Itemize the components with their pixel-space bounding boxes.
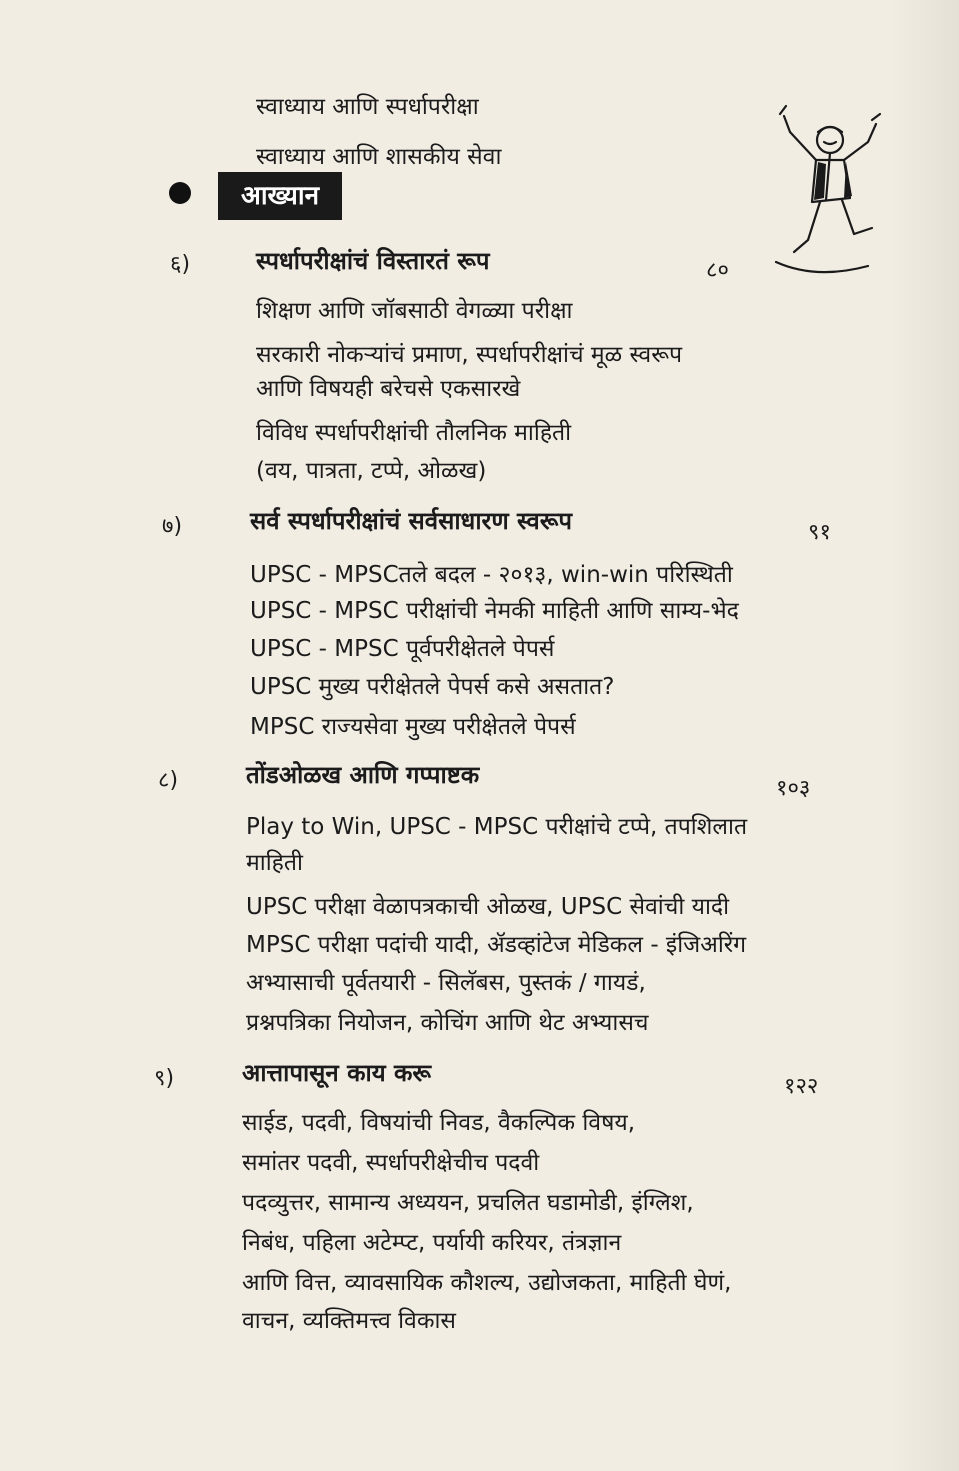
chapter-line: पदव्युत्तर, सामान्य अध्ययन, प्रचलित घडामोडी, इंग्लिश, [242, 1190, 694, 1216]
chapter-line: प्रश्नपत्रिका नियोजन, कोचिंग आणि थेट अभ्यासच [246, 1010, 649, 1036]
chapter-line: माहिती [246, 850, 303, 876]
chapter-title: तोंडओळख आणि गप्पाष्टक [246, 761, 480, 789]
chapter-title: सर्व स्पर्धापरीक्षांचं सर्वसाधारण स्वरूप [250, 507, 573, 535]
chapter-number: ८) [158, 768, 179, 793]
chapter-line: अभ्यासाची पूर्वतयारी - सिलॅबस, पुस्तकं / गायडं, [246, 970, 646, 996]
chapter-title: स्पर्धापरीक्षांचं विस्तारतं रूप [256, 247, 490, 275]
chapter-line: सरकारी नोकऱ्यांचं प्रमाण, स्पर्धापरीक्षांचं मूळ स्वरूप [256, 342, 683, 368]
chapter-page-number: १२२ [784, 1074, 819, 1099]
chapter-line: वाचन, व्यक्तिमत्त्व विकास [242, 1308, 456, 1334]
chapter-line: आणि विषयही बरेचसे एकसारखे [256, 376, 521, 402]
chapter-line: समांतर पदवी, स्पर्धापरीक्षेचीच पदवी [242, 1150, 540, 1176]
chapter-line: (वय, पात्रता, टप्पे, ओळख) [256, 458, 487, 484]
chapter-line: UPSC - MPSC परीक्षांची नेमकी माहिती आणि साम्य-भेद [250, 598, 739, 624]
chapter-line: शिक्षण आणि जॉबसाठी वेगळ्या परीक्षा [256, 298, 573, 324]
intro-line-2: स्वाध्याय आणि शासकीय सेवा [256, 144, 502, 170]
chapter-line: निबंध, पहिला अटेम्प्ट, पर्यायी करियर, तंत्रज्ञान [242, 1230, 622, 1256]
chapter-number: ६) [170, 252, 191, 277]
chapter-line: विविध स्पर्धापरीक्षांची तौलनिक माहिती [256, 420, 572, 446]
dancing-man-illustration-icon [768, 102, 890, 278]
section-label: आख्यान [218, 172, 342, 220]
chapter-line: आणि वित्त, व्यावसायिक कौशल्य, उद्योजकता, माहिती घेणं, [242, 1270, 732, 1296]
chapter-page-number: ९१ [808, 520, 831, 545]
chapter-number: ७) [162, 514, 183, 539]
chapter-line: MPSC राज्यसेवा मुख्य परीक्षेतले पेपर्स [250, 714, 576, 740]
chapter-title: आत्तापासून काय करू [242, 1059, 432, 1087]
page-gutter-shadow [889, 0, 959, 1471]
chapter-page-number: १०३ [776, 776, 811, 801]
chapter-page-number: ८० [706, 258, 729, 283]
bullet-icon [169, 182, 191, 204]
chapter-line: UPSC - MPSCतले बदल - २०१३, win-win परिस्थिती [250, 562, 733, 588]
intro-line-1: स्वाध्याय आणि स्पर्धापरीक्षा [256, 94, 479, 120]
chapter-line: UPSC परीक्षा वेळापत्रकाची ओळख, UPSC सेवांची यादी [246, 894, 730, 920]
chapter-line: MPSC परीक्षा पदांची यादी, ॲडव्हांटेज मेडिकल - इंजिअरिंग [246, 932, 747, 958]
chapter-line: Play to Win, UPSC - MPSC परीक्षांचे टप्पे, तपशिलात [246, 814, 748, 840]
chapter-line: UPSC मुख्य परीक्षेतले पेपर्स कसे असतात? [250, 674, 615, 700]
chapter-line: साईड, पदवी, विषयांची निवड, वैकल्पिक विषय, [242, 1110, 636, 1136]
chapter-number: ९) [154, 1066, 175, 1091]
chapter-line: UPSC - MPSC पूर्वपरीक्षेतले पेपर्स [250, 636, 555, 662]
